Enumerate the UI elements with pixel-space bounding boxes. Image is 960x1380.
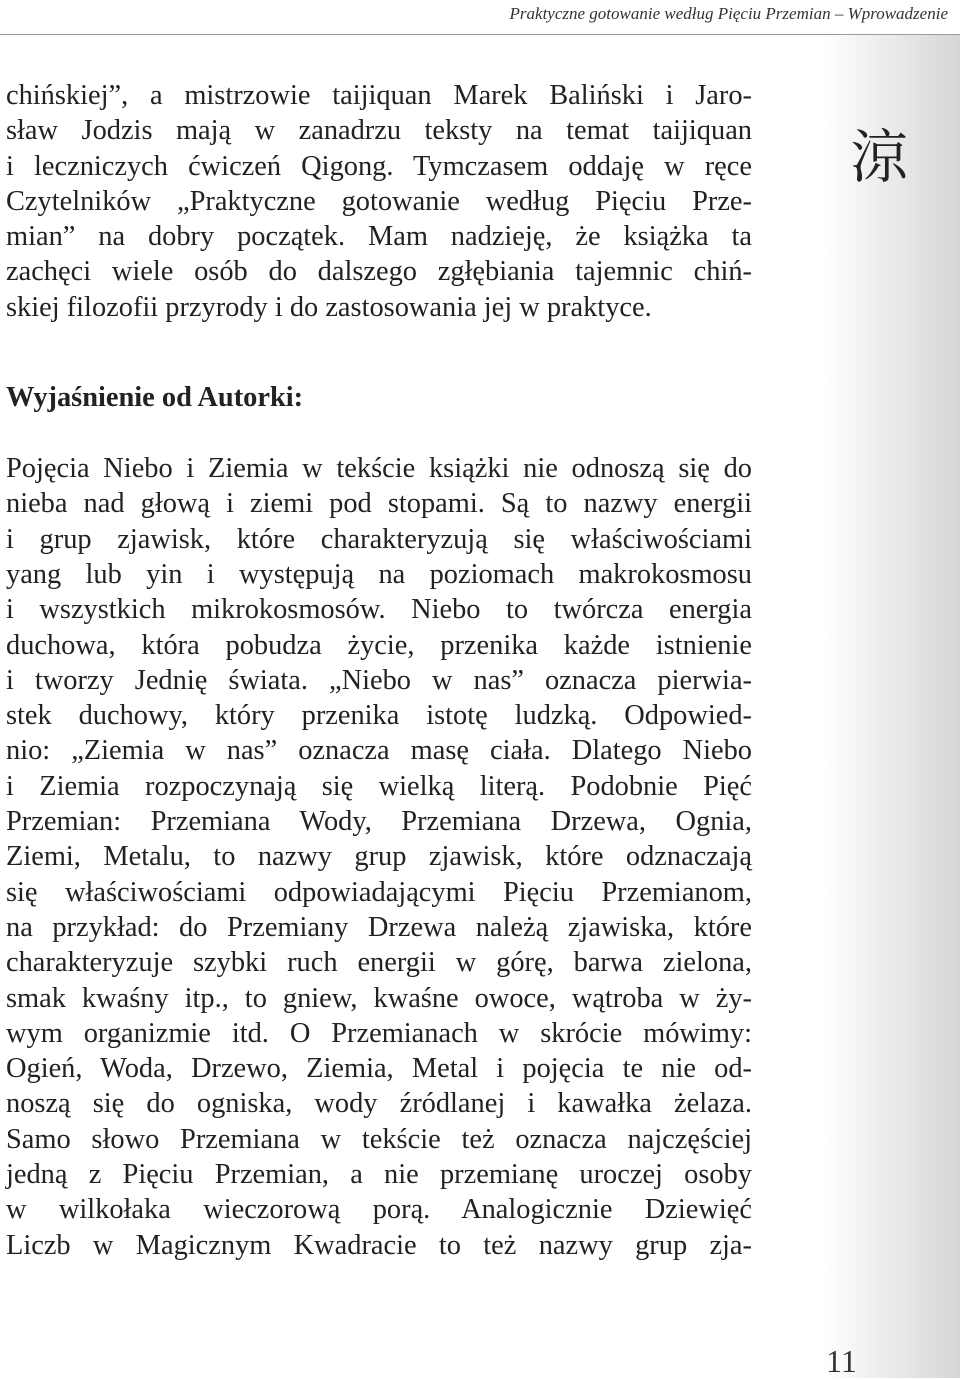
text-line: chińskiej”, a mistrzowie taijiquan Marek Baliński i Jaro- (6, 80, 752, 111)
text-line: skiej filozofii przyrody i do zastosowania jej w praktyce. (6, 291, 652, 323)
text-line: noszą się do ogniska, wody źródlanej i kawałka żelaza. (6, 1088, 752, 1120)
text-line: zachęci wiele osób do dalszego zgłębiania tajemnic chiń- (6, 256, 752, 288)
page-number: 11 (826, 1343, 857, 1379)
text-line: Czytelników „Praktyczne gotowanie według Pięciu Prze- (6, 185, 752, 217)
text-line: mian” na dobry początek. Mam nadzieję, że książka ta (6, 221, 752, 253)
text-line: się właściwościami odpowiadającymi Pięciu Przemianom, (6, 876, 752, 908)
text-line: stek duchowy, który przenika istotę ludzką. Odpowied- (6, 700, 752, 732)
header-rule (0, 34, 960, 35)
text-line: w wilkołaka wieczorową porą. Analogicznie Dziewięć (6, 1194, 752, 1226)
section-heading: Wyjaśnienie od Autorki: (6, 382, 304, 414)
text-line: i grup zjawisk, które charakteryzują się właściwościami (6, 523, 752, 555)
paragraph-explanation (6, 451, 752, 1263)
text-line: jedną z Pięciu Przemian, a nie przemianę uroczej osoby (6, 1159, 752, 1191)
running-header: Praktyczne gotowanie według Pięciu Przemian – Wprowadzenie (509, 4, 948, 23)
text-line: i Ziemia rozpoczynają się wielką literą. Podobnie Pięć (6, 770, 752, 802)
text-line: Samo słowo Przemiana w tekście też oznacza najczęściej (6, 1123, 752, 1155)
text-line: duchowa, która pobudza życie, przenika każde istnienie (6, 629, 752, 661)
text-line: yang lub yin i występują na poziomach makrokosmosu (6, 558, 752, 590)
chinese-glyph: 涼 (850, 123, 909, 191)
text-line: sław Jodzis mają w zanadrzu teksty na temat taijiquan (6, 115, 752, 147)
text-line: Liczb w Magicznym Kwadracie to też nazwy grup zja- (6, 1229, 752, 1261)
text-line: Pojęcia Niebo i Ziemia w tekście książki nie odnoszą się do (6, 453, 752, 485)
text-line: i tworzy Jednię świata. „Niebo w nas” oznacza pierwia- (6, 664, 752, 696)
text-line: na przykład: do Przemiany Drzewa należą zjawiska, które (6, 911, 752, 943)
text-line: Przemian: Przemiana Wody, Przemiana Drzewa, Ognia, (6, 806, 752, 838)
text-line: Ziemi, Metalu, to nazwy grup zjawisk, które odznaczają (6, 841, 752, 873)
text-line: nio: „Ziemia w nas” oznacza masę ciała. Dlatego Niebo (6, 735, 752, 767)
text-line: nieba nad głową i ziemi pod stopami. Są to nazwy energii (6, 488, 752, 520)
decorative-sidebar (823, 35, 960, 1378)
text-line: i wszystkich mikrokosmosów. Niebo to twórcza energia (6, 594, 752, 626)
body-text (6, 78, 752, 1263)
text-line: Ogień, Woda, Drzewo, Ziemia, Metal i pojęcia te nie od- (6, 1053, 752, 1085)
paragraph-intro (6, 78, 752, 325)
text-line: smak kwaśny itp., to gniew, kwaśne owoce, wątroba w ży- (6, 982, 752, 1014)
text-line: charakteryzuje szybki ruch energii w górę, barwa zielona, (6, 947, 752, 979)
text-line: i leczniczych ćwiczeń Qigong. Tymczasem oddaję w ręce (6, 150, 752, 182)
text-line: wym organizmie itd. O Przemianach w skrócie mówimy: (6, 1017, 752, 1049)
